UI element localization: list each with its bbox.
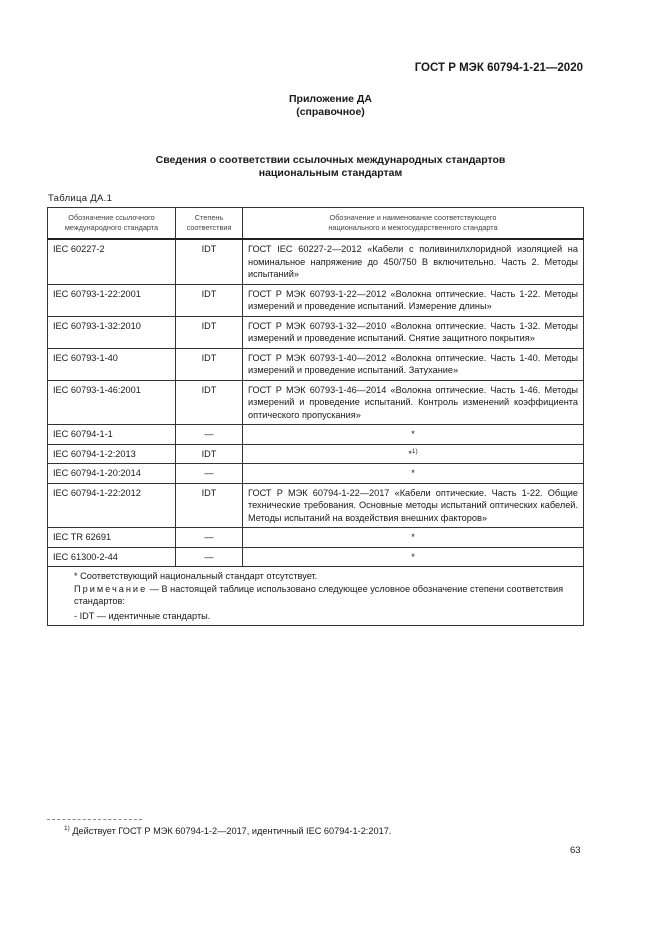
table-notes-row <box>48 567 584 626</box>
cell-standard: IEC TR 62691 <box>48 528 176 548</box>
table-row <box>48 425 584 445</box>
cell-standard: IEC 60227-2 <box>48 239 176 284</box>
appendix-subheading: (справочное) <box>296 106 365 118</box>
note-text: — В настоящей таблице использовано следующее условное обозначение степени соответствия стандартов: <box>74 583 564 606</box>
section-title <box>0 154 661 180</box>
standards-table <box>47 207 584 626</box>
footnote-marker: 1) <box>64 824 70 832</box>
cell-national: ГОСТ Р МЭК 60793-1-46—2014 «Волокна оптические. Часть 1-46. Методы измерений и проведение испытаний. Контроль изменений коэффициента оптического пропускания» <box>243 380 584 425</box>
cell-degree: IDT <box>176 316 243 348</box>
header-col-national <box>243 208 584 240</box>
header-col2-line2: соответствия <box>186 223 232 232</box>
note-paragraph <box>53 583 578 608</box>
table-caption: Таблица ДА.1 <box>48 193 113 204</box>
asterisk-note: * Соответствующий национальный стандарт отсутствует. <box>74 571 318 581</box>
cell-standard: IEC 60794-1-20:2014 <box>48 464 176 484</box>
cell-degree: IDT <box>176 444 243 464</box>
footnote <box>64 826 391 836</box>
cell-degree: — <box>176 464 243 484</box>
cell-national: * <box>243 528 584 548</box>
table-row <box>48 528 584 548</box>
table-row <box>48 316 584 348</box>
appendix-heading: Приложение ДА <box>289 93 372 105</box>
cell-national: * <box>243 425 584 445</box>
cell-degree: IDT <box>176 348 243 380</box>
cell-degree: IDT <box>176 284 243 316</box>
cell-national: ГОСТ IEC 60227-2—2012 «Кабели с поливинилхлоридной изоляцией на номинальное напряжение до 450/750 В включительно. Часть 2. Методы испытаний» <box>243 239 584 284</box>
cell-degree: — <box>176 547 243 567</box>
table-row <box>48 547 584 567</box>
table-row <box>48 464 584 484</box>
cell-national: * <box>243 547 584 567</box>
table-row <box>48 348 584 380</box>
header-col-degree <box>176 208 243 240</box>
section-title-line2: национальным стандартам <box>258 167 403 179</box>
table-row <box>48 239 584 284</box>
cell-standard: IEC 60793-1-32:2010 <box>48 316 176 348</box>
section-title-line1: Сведения о соответствии ссылочных международных стандартов <box>155 154 506 166</box>
cell-national: ГОСТ Р МЭК 60793-1-32—2010 «Волокна оптические. Часть 1-32. Методы измерений и проведение испытаний. Снятие защитного покрытия» <box>243 316 584 348</box>
header-col3-line1: Обозначение и наименование соответствующего <box>329 213 497 222</box>
appendix-title <box>0 93 661 119</box>
cell-degree: IDT <box>176 483 243 528</box>
page-number: 63 <box>570 845 581 856</box>
header-col3-line2: национального и межгосударственного стандарта <box>328 223 498 232</box>
footnote-ref: 1) <box>411 447 418 455</box>
header-col2-line1: Степень <box>194 213 224 222</box>
header-col1-line2: международного стандарта <box>64 223 159 232</box>
cell-standard: IEC 60794-1-22:2012 <box>48 483 176 528</box>
footnote-separator <box>47 819 142 820</box>
header-col1-line1: Обозначение ссылочного <box>68 213 155 222</box>
cell-degree: IDT <box>176 239 243 284</box>
cell-national: ГОСТ Р МЭК 60793-1-22—2012 «Волокна оптические. Часть 1-22. Методы измерений и проведение испытаний. Измерение длины» <box>243 284 584 316</box>
cell-standard: IEC 60793-1-46:2001 <box>48 380 176 425</box>
cell-standard: IEC 60793-1-22:2001 <box>48 284 176 316</box>
header-col-standard <box>48 208 176 240</box>
table-row <box>48 284 584 316</box>
cell-standard: IEC 60794-1-1 <box>48 425 176 445</box>
table-header-row <box>48 208 584 240</box>
cell-national <box>243 444 584 464</box>
cell-national: ГОСТ Р МЭК 60794-1-22—2017 «Кабели оптические. Часть 1-22. Общие технические требования. Основные методы испытаний оптических кабелей. Методы испытаний на воздействия внешних факторов» <box>243 483 584 528</box>
cell-national-asterisk: * <box>408 448 412 459</box>
table-row <box>48 444 584 464</box>
cell-standard: IEC 60793-1-40 <box>48 348 176 380</box>
table-notes <box>48 567 584 626</box>
cell-standard: IEC 60794-1-2:2013 <box>48 444 176 464</box>
idt-definition: - IDT — идентичные стандарты. <box>74 610 211 621</box>
cell-national: ГОСТ Р МЭК 60793-1-40—2012 «Волокна оптические. Часть 1-40. Методы измерений и проведение испытаний. Затухание» <box>243 348 584 380</box>
document-code: ГОСТ Р МЭК 60794-1-21—2020 <box>414 62 583 74</box>
table-row <box>48 380 584 425</box>
footnote-text: Действует ГОСТ Р МЭК 60794-1-2—2017, идентичный IEC 60794-1-2:2017. <box>69 826 392 836</box>
table-row <box>48 483 584 528</box>
cell-degree: — <box>176 425 243 445</box>
cell-national: * <box>243 464 584 484</box>
note-label: Примечание <box>74 583 148 594</box>
cell-degree: IDT <box>176 380 243 425</box>
cell-degree: — <box>176 528 243 548</box>
cell-standard: IEC 61300-2-44 <box>48 547 176 567</box>
